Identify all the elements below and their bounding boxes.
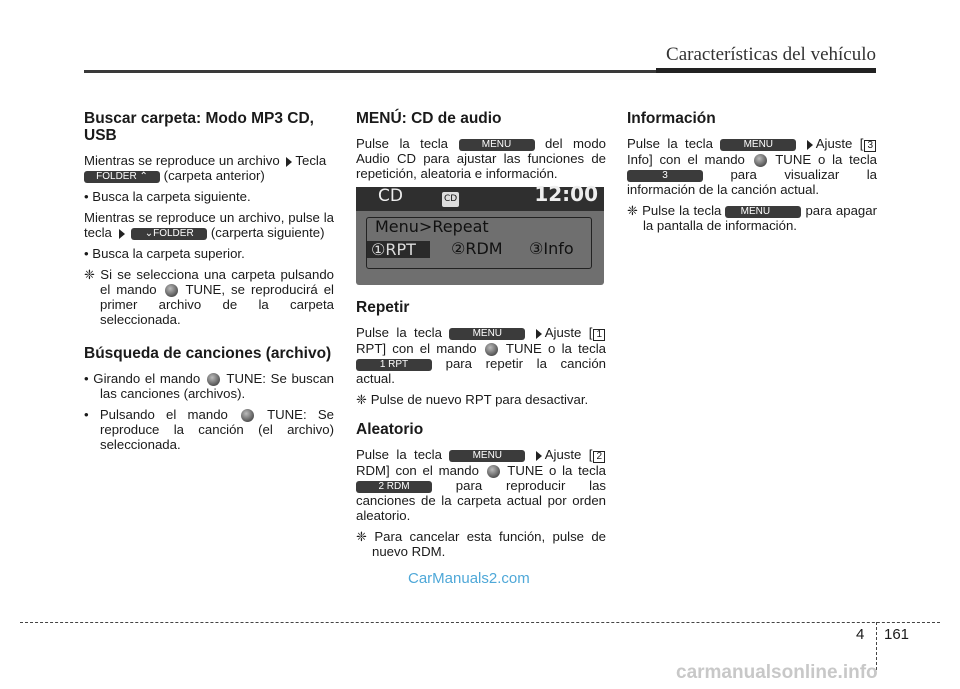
note-select-folder — [84, 267, 334, 327]
column-1 — [84, 110, 334, 458]
text: para reproducir las canciones de la carpeta actual por orden aleatorio. — [356, 478, 606, 524]
note-info-off — [627, 203, 877, 233]
folder-down-key: ⌄FOLDER — [131, 228, 207, 240]
header-rule-bold — [656, 68, 876, 73]
text: Mientras se reproduce un archivo — [84, 153, 280, 168]
arrow-right-icon — [286, 157, 292, 167]
text: Tecla — [295, 153, 327, 168]
paragraph-aleatorio — [356, 447, 606, 523]
lcd-time: 12:00 — [534, 182, 598, 206]
text: Pulse la tecla — [356, 325, 442, 340]
tune-knob-icon — [241, 409, 254, 422]
header-title: Características del vehículo — [666, 44, 876, 65]
bullet-upper-folder: • Busca la carpeta superior. — [84, 246, 245, 261]
heading-aleatorio: Aleatorio — [356, 421, 424, 439]
text: Pulse la tecla — [627, 136, 713, 151]
text: TUNE: Se buscan las canciones (archivos). — [100, 371, 334, 402]
text: Pulse la tecla — [356, 447, 442, 463]
paragraph-folder-prev — [84, 153, 334, 183]
rdm-key: 2 RDM — [356, 481, 432, 493]
paragraph-repetir — [356, 325, 606, 386]
lcd-option-info: ③Info — [529, 239, 574, 258]
chapter-number: 4 — [856, 626, 865, 643]
tune-knob-icon — [754, 154, 767, 167]
text: • Girando el mando — [84, 371, 201, 387]
lcd-screen-illustration — [356, 182, 604, 285]
column-2 — [356, 110, 606, 565]
tune-knob-icon — [485, 343, 498, 356]
arrow-right-icon — [536, 451, 542, 461]
heading-repetir: Repetir — [356, 299, 410, 316]
text: • Pulsando el mando — [84, 407, 228, 423]
arrow-right-icon — [807, 140, 813, 150]
number-3-key: 3 — [627, 170, 703, 182]
bullet-next-folder: • Busca la carpeta siguiente. — [84, 189, 251, 204]
watermark-carmanualsonline: carmanualsonline.info — [676, 662, 878, 683]
rpt-key: 1 RPT — [356, 359, 432, 371]
text: (carperta siguiente) — [210, 225, 325, 240]
text: para repetir la canción actual. — [356, 356, 606, 387]
text: Info] con el mando — [627, 152, 745, 167]
note-rdm: ❈ Para cancelar esta función, pulse de nuevo RDM. — [356, 529, 606, 560]
tune-knob-icon — [207, 373, 220, 386]
cd-icon: CD — [442, 192, 459, 207]
text: TUNE o la tecla — [507, 463, 606, 479]
heading-menu-cd: MENÚ: CD de audio — [356, 110, 502, 127]
text: para apagar la pantalla de información. — [643, 203, 877, 234]
text: (carpeta anterior) — [163, 168, 265, 183]
bullet-press-tune — [84, 407, 334, 452]
menu-key: MENU — [459, 139, 535, 151]
footer-dashed-rule — [20, 622, 940, 623]
menu-key: MENU — [449, 450, 525, 462]
arrow-right-icon — [119, 229, 125, 239]
bullet-turn-tune — [84, 371, 334, 401]
note-rpt: ❈ Pulse de nuevo RPT para desactivar. — [356, 392, 589, 408]
text: Ajuste [ — [544, 447, 593, 463]
heading-busqueda-canciones: Búsqueda de canciones (archivo) — [84, 345, 332, 363]
text: ❈ Pulse la tecla — [627, 203, 722, 219]
key-label: FOLDER — [96, 170, 137, 182]
page-number: 161 — [884, 626, 910, 643]
paragraph-menu — [356, 136, 606, 181]
text: TUNE o la tecla — [505, 341, 606, 356]
lcd-menu-box — [366, 217, 592, 269]
lcd-option-rpt: ①RPT — [367, 241, 430, 258]
text: para visualizar la información de la canción actual. — [627, 167, 878, 198]
key-label: FOLDER — [153, 227, 194, 239]
text: ❈ Si se selecciona una carpeta pulsando el mando — [84, 267, 334, 297]
heading-buscar-carpeta: Buscar carpeta: Modo MP3 CD, USB — [84, 110, 314, 144]
text: del modo Audio CD para ajustar las funciones de repetición, aleatoria e información. — [356, 136, 607, 181]
column-3 — [627, 110, 877, 239]
lcd-mode: CD — [378, 186, 403, 206]
heading-informacion: Información — [627, 110, 716, 127]
tune-knob-icon — [165, 284, 178, 297]
text: Pulse la tecla — [356, 136, 449, 151]
text: TUNE: Se reproduce la canción (el archivo) seleccionada. — [100, 407, 334, 453]
text: Mientras se reproduce un archivo, pulse la tecla — [84, 210, 334, 240]
text: Ajuste [ — [544, 325, 593, 340]
text: RDM] con el mando — [356, 463, 479, 479]
menu-key: MENU — [720, 139, 796, 151]
paragraph-folder-next — [84, 210, 334, 240]
text: RPT] con el mando — [356, 341, 477, 356]
text: TUNE, se reproducirá el primer archivo de la carpeta seleccionada. — [100, 282, 334, 328]
menu-key: MENU — [725, 206, 801, 218]
number-2-icon: 2 — [593, 451, 605, 463]
number-3-icon: 3 — [864, 140, 876, 152]
number-1-icon: 1 — [593, 329, 605, 341]
lcd-path: Menu>Repeat — [375, 217, 489, 236]
text: TUNE o la tecla — [775, 152, 877, 167]
menu-key: MENU — [449, 328, 525, 340]
watermark-carmanuals2: CarManuals2.com — [408, 570, 530, 587]
text: Ajuste [ — [815, 136, 864, 151]
lcd-option-rdm: ②RDM — [451, 239, 503, 258]
tune-knob-icon — [487, 465, 500, 478]
paragraph-informacion — [627, 136, 877, 197]
folder-up-key: FOLDER ⌃ — [84, 171, 160, 183]
arrow-right-icon — [536, 329, 542, 339]
